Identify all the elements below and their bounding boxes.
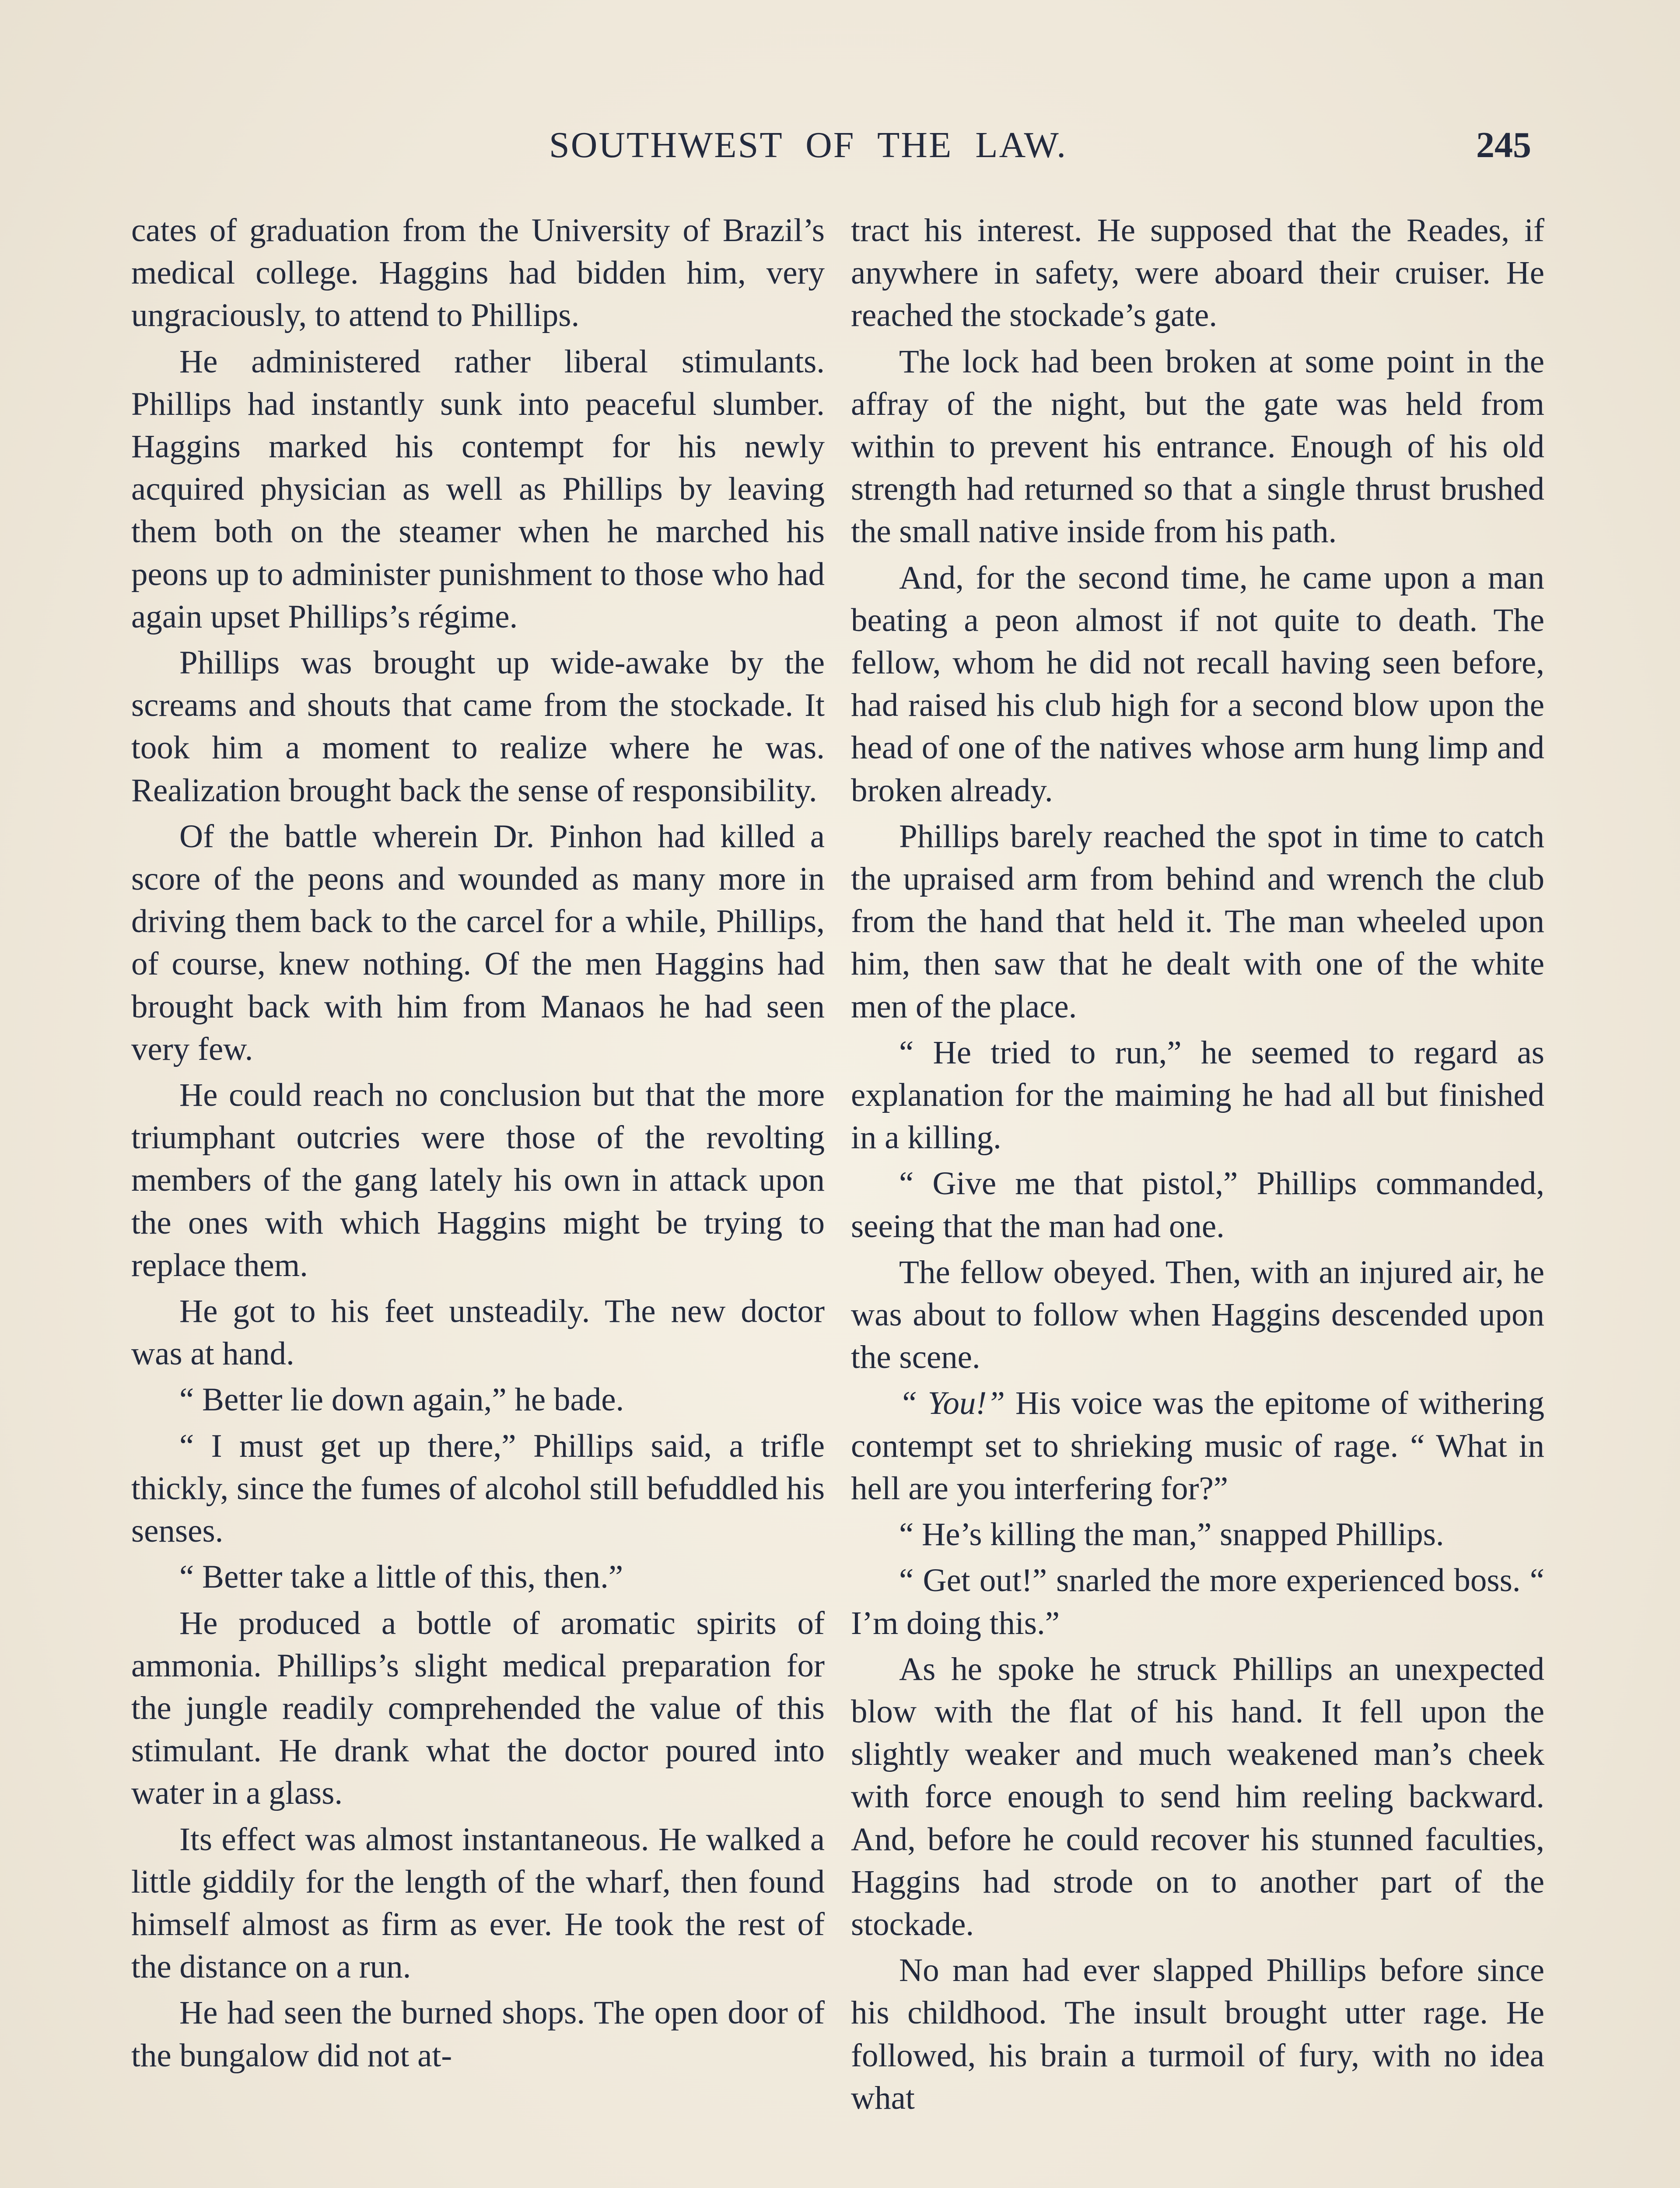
paragraph: “ Get out!” snarled the more experienced boss. “ I’m doing this.” xyxy=(851,1562,1544,1641)
paragraph: “ I must get up there,” Phillips said, a trifle thickly, since the fumes of alcohol still befuddled his senses. xyxy=(131,1427,825,1550)
paragraph: He administered rather liberal stimulants. Phillips had instantly sunk into peaceful slumber. Haggins marked his contempt for his newly acquired physician as well as Phillips by leaving them both on the steamer when he marched his peons up to administer punishment to those who had again upset Phillips’s régime. xyxy=(131,343,825,635)
paragraph: He produced a bottle of aromatic spirits of ammonia. Phillips’s slight medical preparation for the jungle readily comprehended the value of this stimulant. He drank what the doctor poured into water in a glass. xyxy=(131,1605,825,1812)
paragraph: No man had ever slapped Phillips before since his childhood. The insult brought utter rage. He followed, his brain a turmoil of fury, with no idea what xyxy=(851,1952,1544,2116)
paragraph: The fellow obeyed. Then, with an injured air, he was about to follow when Haggins descended upon the scene. xyxy=(851,1254,1544,1376)
paragraph: As he spoke he struck Phillips an unexpected blow with the flat of his hand. It fell upon the slightly weaker and much weakened man’s cheek with force enough to send him reeling backward. And, before he could recover his stunned faculties, Haggins had strode on to another part of the stockade. xyxy=(851,1651,1544,1943)
paragraph: He could reach no conclusion but that the more triumphant outcries were those of the revolting members of the gang lately his own in attack upon the ones with which Haggins might be trying to replace them. xyxy=(131,1077,825,1283)
right-column xyxy=(851,209,1544,2119)
paragraph: Of the battle wherein Dr. Pinhon had killed a score of the peons and wounded as many more in driving them back to the carcel for a while, Phillips, of course, knew nothing. Of the men Haggins had brought back with him from Manaos he had seen very few. xyxy=(131,818,825,1067)
paragraph: He got to his feet unsteadily. The new doctor was at hand. xyxy=(131,1293,825,1372)
paragraph: “ He tried to run,” he seemed to regard as explanation for the maiming he had all but finished in a killing. xyxy=(851,1034,1544,1156)
paragraph: Phillips was brought up wide-awake by the screams and shouts that came from the stockade. It took him a moment to realize where he was. Realization brought back the sense of responsibility. xyxy=(131,645,825,809)
paragraph: Its effect was almost instantaneous. He walked a little giddily for the length of the wharf, then found himself almost as firm as ever. He took the rest of the distance on a run. xyxy=(131,1821,825,1985)
paragraph: “ Better take a little of this, then.” xyxy=(179,1559,623,1595)
emphasis: “ You!” xyxy=(899,1385,1005,1422)
paragraph: “ Better lie down again,” he bade. xyxy=(179,1382,624,1418)
paragraph: The lock had been broken at some point in the affray of the night, but the gate was held from within to prevent his entrance. Enough of his old strength had returned so that a single thrust brushed the small native inside from his path. xyxy=(851,343,1544,550)
paragraph: Phillips barely reached the spot in time to catch the upraised arm from behind and wrench the club from the hand that held it. The man wheeled upon him, then saw that he dealt with one of the white men of the place. xyxy=(851,818,1544,1025)
paragraph: And, for the second time, he came upon a man beating a peon almost if not quite to death. The fellow, whom he did not recall having seen before, had raised his club high for a second blow upon the head of one of the natives whose arm hung limp and broken already. xyxy=(851,559,1544,809)
left-column xyxy=(131,209,825,2077)
paragraph: “ Give me that pistol,” Phillips commanded, seeing that the man had one. xyxy=(851,1165,1544,1245)
paragraph: tract his interest. He supposed that the Reades, if anywhere in safety, were aboard their cruiser. He reached the stockade’s gate. xyxy=(851,212,1544,334)
paragraph: He had seen the burned shops. The open door of the bungalow did not at- xyxy=(131,1995,825,2074)
paragraph: “ You!” His voice was the epitome of withering contempt set to shrieking music of rage. “ What in hell are you interfering for?” xyxy=(851,1385,1544,1507)
paragraph: “ He’s killing the man,” snapped Phillips. xyxy=(899,1516,1444,1553)
page-number: 245 xyxy=(1476,125,1531,165)
running-title: SOUTHWEST OF THE LAW. xyxy=(549,125,1068,165)
paragraph: cates of graduation from the University of Brazil’s medical college. Haggins had bidden him, very ungraciously, to attend to Phillips. xyxy=(131,212,825,334)
